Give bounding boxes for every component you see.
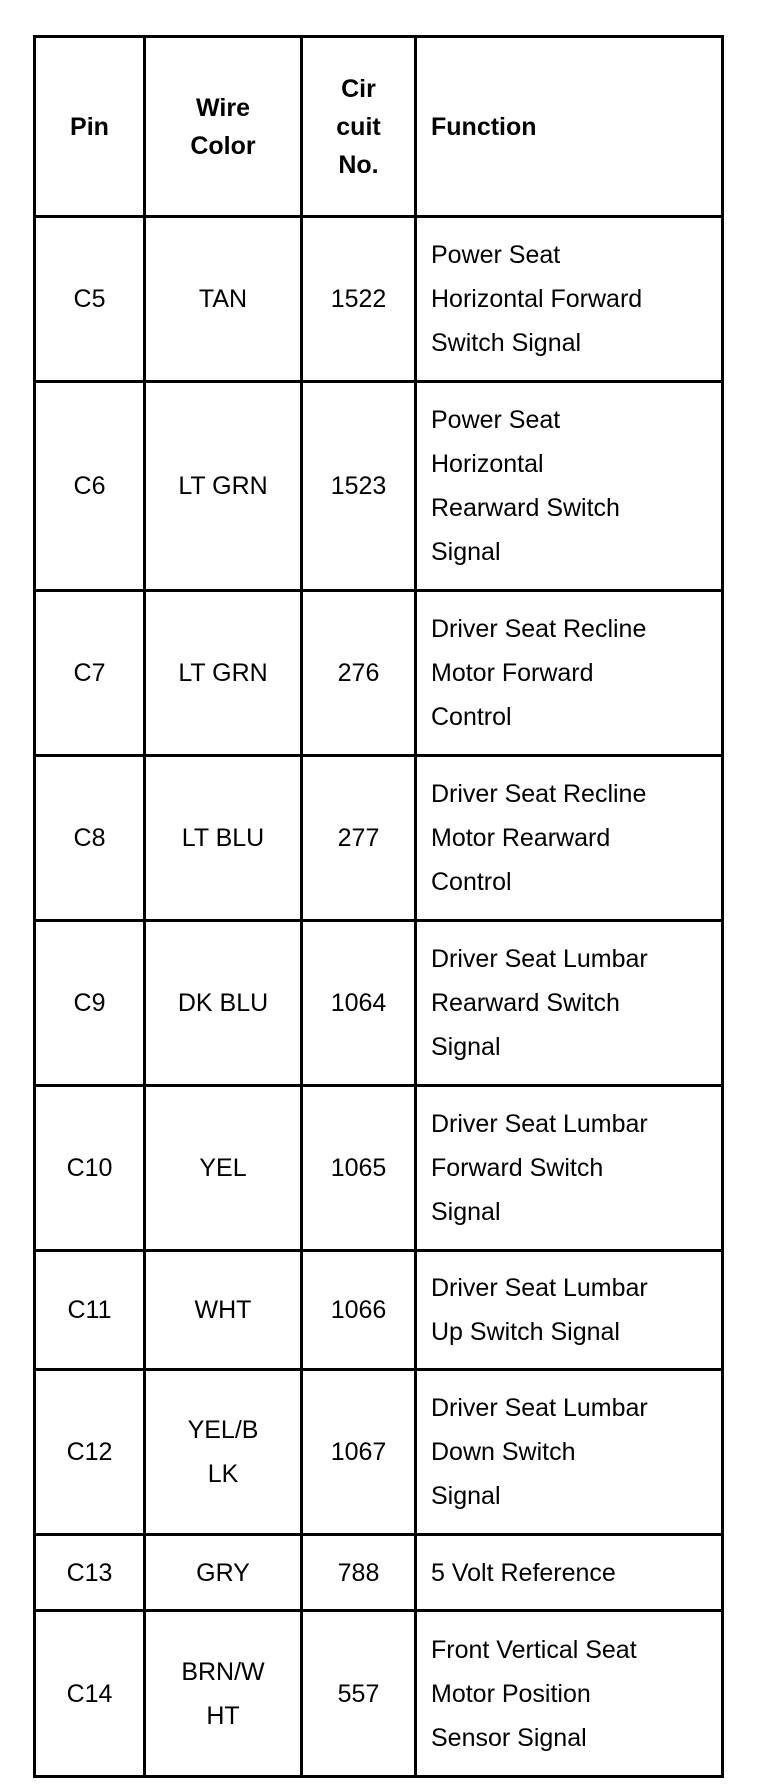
header-circuit-no: Cir cuit No.: [302, 37, 416, 217]
circuit-cell: 277: [302, 756, 416, 921]
function-cell: 5 Volt Reference: [416, 1535, 723, 1611]
function-cell: Driver Seat Lumbar Forward Switch Signal: [416, 1086, 723, 1251]
table-row: [35, 756, 723, 921]
header-function: Function: [416, 37, 723, 217]
circuit-cell: 1067: [302, 1370, 416, 1535]
header-pin: Pin: [35, 37, 145, 217]
table-row: [35, 1611, 723, 1777]
table-row: [35, 1370, 723, 1535]
table-row: [35, 382, 723, 591]
wire-color-cell: LT GRN: [145, 382, 302, 591]
pin-cell: C9: [35, 921, 145, 1086]
table-row: [35, 591, 723, 756]
table-row: [35, 1251, 723, 1370]
pin-cell: C13: [35, 1535, 145, 1611]
pin-cell: C12: [35, 1370, 145, 1535]
circuit-cell: 1065: [302, 1086, 416, 1251]
function-cell: Driver Seat Recline Motor Forward Control: [416, 591, 723, 756]
table-row: [35, 217, 723, 382]
pin-cell: C10: [35, 1086, 145, 1251]
wire-color-cell: TAN: [145, 217, 302, 382]
wire-color-cell: LT BLU: [145, 756, 302, 921]
header-wire-color: Wire Color: [145, 37, 302, 217]
circuit-cell: 788: [302, 1535, 416, 1611]
circuit-cell: 1064: [302, 921, 416, 1086]
pin-cell: C8: [35, 756, 145, 921]
circuit-cell: 1522: [302, 217, 416, 382]
pin-cell: C5: [35, 217, 145, 382]
pin-cell: C7: [35, 591, 145, 756]
wire-color-cell: YEL: [145, 1086, 302, 1251]
circuit-cell: 1066: [302, 1251, 416, 1370]
function-cell: Front Vertical Seat Motor Position Sensor Signal: [416, 1611, 723, 1777]
wire-color-cell: WHT: [145, 1251, 302, 1370]
function-cell: Driver Seat Lumbar Up Switch Signal: [416, 1251, 723, 1370]
pin-cell: C6: [35, 382, 145, 591]
function-cell: Driver Seat Lumbar Down Switch Signal: [416, 1370, 723, 1535]
circuit-cell: 557: [302, 1611, 416, 1777]
table-row: [35, 1086, 723, 1251]
circuit-cell: 1523: [302, 382, 416, 591]
pin-function-table: [33, 35, 724, 1778]
pin-cell: C11: [35, 1251, 145, 1370]
wire-color-cell: YEL/B LK: [145, 1370, 302, 1535]
wire-color-cell: BRN/W HT: [145, 1611, 302, 1777]
function-cell: Driver Seat Recline Motor Rearward Control: [416, 756, 723, 921]
pin-cell: C14: [35, 1611, 145, 1777]
function-cell: Driver Seat Lumbar Rearward Switch Signal: [416, 921, 723, 1086]
function-cell: Power Seat Horizontal Forward Switch Signal: [416, 217, 723, 382]
wire-color-cell: DK BLU: [145, 921, 302, 1086]
table-row: [35, 921, 723, 1086]
function-cell: Power Seat Horizontal Rearward Switch Signal: [416, 382, 723, 591]
wire-color-cell: GRY: [145, 1535, 302, 1611]
table-header-row: [35, 37, 723, 217]
table-row: [35, 1535, 723, 1611]
circuit-cell: 276: [302, 591, 416, 756]
wire-color-cell: LT GRN: [145, 591, 302, 756]
